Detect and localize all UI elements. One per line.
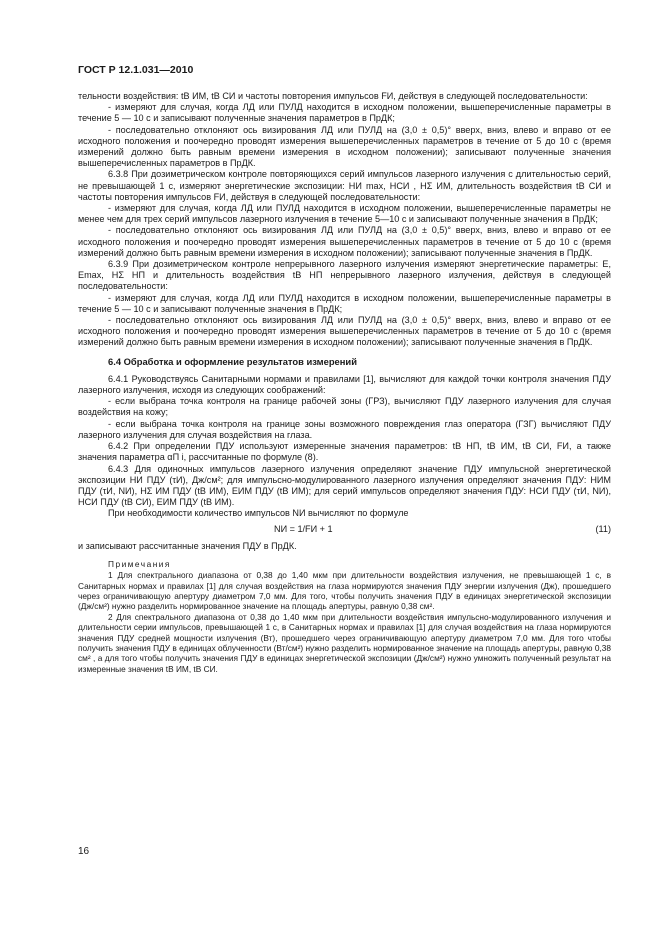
formula-11: [78, 524, 611, 538]
page-header-title: ГОСТ Р 12.1.031—2010: [78, 64, 194, 76]
list-item: - измеряют для случая, когда ЛД или ПУЛД находится в исходном положении, вышеперечисленные параметры в течение 5 — 10 с и записывают полученные значения параметров в ПрДК;: [78, 102, 611, 124]
paragraph: 6.3.9 При дозиметрическом контроле непрерывного лазерного излучения измеряют энергетические параметры: Е, Еmax, НΣ НП и длительность воздействия tВ НП непрерывного лазерного излучения, действуя в следующей последовательности:: [78, 259, 611, 292]
list-item: - измеряют для случая, когда ЛД или ПУЛД находится в исходном положении, вышеперечисленные параметры не менее чем для трех серий импульсов лазерного излучения в течение 5—10 с и записывают полученные значения в ПрДК;: [78, 203, 611, 225]
notes-block: [78, 559, 611, 674]
paragraph: 6.4.3 Для одиночных импульсов лазерного излучения определяют значение ПДУ импульсной энергетической экспозиции НИ ПДУ (τИ), Дж/см²; для импульсно-модулированного лазерного излучения определяют значения ПДУ: НИМ ПДУ (τИ, NИ), НΣ ИМ ПДУ (tВ ИМ), ЕИМ ПДУ (tВ ИМ); для серий импульсов определяют значения ПДУ: НСИ ПДУ (τИ, NИ), НСИ ПДУ (tВ СИ), ЕИМ ПДУ (tВ ИМ).: [78, 463, 611, 508]
paragraph: тельности воздействия: tВ ИМ, tВ СИ и частоты повторения импульсов FИ, действуя в следующей последовательности:: [78, 91, 588, 101]
document-body: [78, 91, 611, 674]
list-item: - последовательно отклоняют ось визирования ЛД или ПУЛД на (3,0 ± 0,5)° вверх, вниз, влево и вправо от ее исходного положения и поочередно проводят измерения вышеперечисленных параметров в течение от 5 до 10 с (время измерений должно быть равным времени измерения в исходном положении); записывают полученные значения вышеперечисленных параметров в ПрДК.: [78, 124, 611, 169]
section-heading: 6.4 Обработка и оформление результатов измерений: [108, 355, 357, 367]
notes-title: Примечания: [108, 558, 171, 569]
list-item: - если выбрана точка контроля на границе рабочей зоны (ГРЗ), вычисляют ПДУ лазерного излучения для случая воздействия на кожу;: [78, 396, 611, 418]
list-item: - последовательно отклоняют ось визирования ЛД или ПУЛД на (3,0 ± 0,5)° вверх, вниз, влево и вправо от ее исходного положения и поочередно проводят измерения вышеперечисленных параметров в течение от 5 до 10 с (время измерений должно быть равным времени измерения в исходном положении); записывают полученные значения в ПрДК.: [78, 225, 611, 258]
formula-expression: NИ = 1/FИ + 1: [274, 523, 333, 534]
page-number: 16: [78, 846, 90, 857]
list-item: - измеряют для случая, когда ЛД или ПУЛД находится в исходном положении, вышеперечисленные параметры в течение 5 — 10 с и записывают полученные значения в ПрДК;: [78, 292, 611, 314]
paragraph: При необходимости количество импульсов NИ вычисляют по формуле: [108, 508, 409, 519]
formula-number: (11): [595, 523, 611, 534]
paragraph: 6.4.2 При определении ПДУ используют измеренные значения параметров: tВ НП, tВ ИМ, tВ СИ, FИ, а также значения параметра αП i, рассчитанные по формуле (8).: [78, 441, 611, 463]
note-item: 1 Для спектрального диапазона от 0,38 до 1,40 мкм при длительности воздействия излучения, не превышающей 1 с, в Санитарных нормах и правилах [1] для случая воздействия на глаза нормируются значения ПДУ энергии излучения (Дж), прошедшего через ограничивающую апертуру диаметром 7,0 мм. Для того, чтобы получить значения ПДУ в единицах энергетической экспозиции (Дж/см²) нужно разделить нормированное значение на площадь апертуры, равную 0,38 см².: [78, 570, 611, 612]
list-item: - если выбрана точка контроля на границе зоны возможного повреждения глаз оператора (ГЗГ) вычисляют ПДУ лазерного излучения для случая воздействия на глаза.: [78, 418, 611, 440]
paragraph: 6.3.8 При дозиметрическом контроле повторяющихся серий импульсов лазерного излучения с длительностью серий, не превышающей 1 с, измеряют энергетические экспозиции: НИ max, НСИ , НΣ ИМ, длительность воздействия tВ СИ и частоты повторения импульсов FИ, действуя в следующей последовательности:: [78, 169, 611, 202]
note-item: 2 Для спектрального диапазона от 0,38 до 1,40 мкм при длительности воздействия импульсно-модулированного излучения и длительности серии импульсов, превышающей 1 с, в Санитарных нормах и правилах [1] для случая воздействия на глаза нормируются значения ПДУ средней мощности излучения (Вт), прошедшего через ограничивающую апертуру диаметром 7,0 мм. Для того чтобы получить значения ПДУ в единицах облученности (Вт/см²) нужно разделить нормированное значение на площадь апертуры, равную 0,38 см² , а для того чтобы получить значения ПДУ в единицах энергетической экспозиции (Дж/см²) нужно умножить полученный результат на измеренные значения tВ ИМ, tВ СИ.: [78, 611, 611, 674]
list-item: - последовательно отклоняют ось визирования ЛД или ПУЛД на (3,0 ± 0,5)° вверх, вниз, влево и вправо от ее исходного положения и поочередно проводят измерения вышеперечисленных параметров в течение от 5 до 10 с (время измерений должно быть равным времени измерения в исходном положении); записывают полученные значения в ПрДК.: [78, 315, 611, 348]
paragraph: 6.4.1 Руководствуясь Санитарными нормами и правилами [1], вычисляют для каждой точки контроля значения ПДУ лазерного излучения, исходя из следующих соображений:: [78, 373, 611, 396]
paragraph: и записывают рассчитанные значения ПДУ в ПрДК.: [78, 540, 297, 551]
